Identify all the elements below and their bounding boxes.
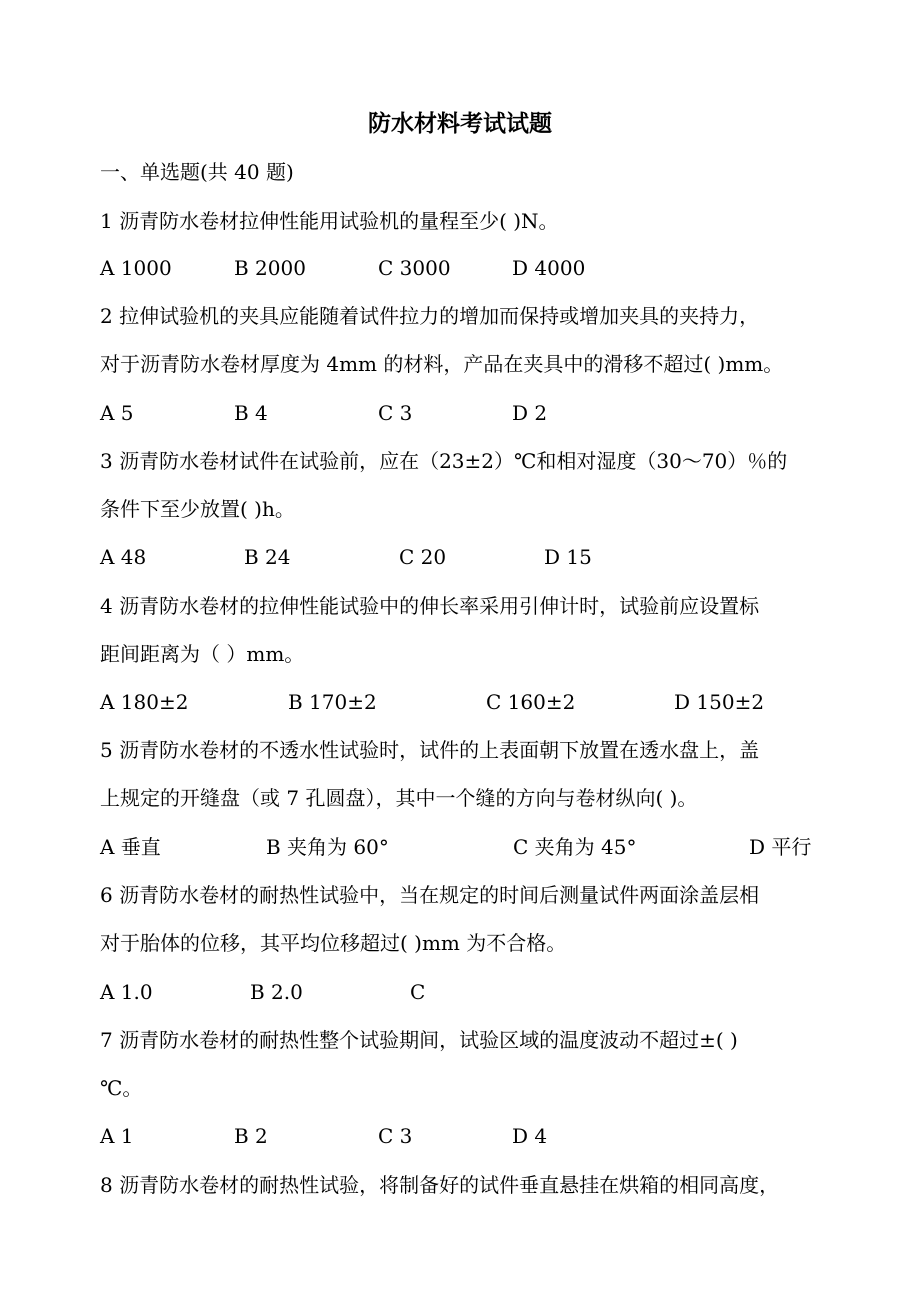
question-3-option-b: B 24: [244, 545, 291, 569]
question-5-option-d: D 平行: [749, 835, 812, 859]
question-1-option-a: A 1000: [100, 256, 172, 280]
section-heading: 一、单选题(共 40 题): [100, 160, 294, 184]
question-6-text-line-1: 6 沥青防水卷材的耐热性试验中，当在规定的时间后测量试件两面涂盖层相: [100, 883, 760, 907]
question-7-text-line-2: ℃。: [100, 1076, 143, 1100]
question-7-option-c: C 3: [378, 1124, 413, 1148]
page-title: 防水材料考试试题: [368, 110, 552, 137]
question-8-text-line-1: 8 沥青防水卷材的耐热性试验，将制备好的试件垂直悬挂在烘箱的相同高度，: [100, 1173, 780, 1197]
question-2-option-a: A 5: [100, 401, 134, 425]
question-6-option-a: A 1.0: [100, 980, 153, 1004]
question-2-option-c: C 3: [378, 401, 413, 425]
question-3-option-c: C 20: [399, 545, 447, 569]
question-5-option-c: C 夹角为 45°: [513, 835, 637, 859]
question-2-option-d: D 2: [512, 401, 548, 425]
question-7-option-b: B 2: [234, 1124, 268, 1148]
question-2-text-line-2: 对于沥青防水卷材厚度为 4mm 的材料，产品在夹具中的滑移不超过( )mm。: [100, 352, 784, 376]
question-7-text-line-1: 7 沥青防水卷材的耐热性整个试验期间，试验区域的温度波动不超过±( ): [100, 1028, 738, 1052]
question-7-option-d: D 4: [512, 1124, 548, 1148]
question-4-option-a: A 180±2: [100, 690, 189, 714]
question-1-text: 1 沥青防水卷材拉伸性能用试验机的量程至少( )N。: [100, 209, 559, 233]
question-2-option-b: B 4: [234, 401, 268, 425]
question-5-option-b: B 夹角为 60°: [266, 835, 389, 859]
question-3-text-line-1: 3 沥青防水卷材试件在试验前，应在（23±2）℃和相对湿度（30～70）％的: [100, 449, 788, 473]
question-6-option-b: B 2.0: [250, 980, 303, 1004]
question-3-text-line-2: 条件下至少放置( )h。: [100, 497, 295, 521]
question-4-option-c: C 160±2: [486, 690, 576, 714]
question-7-option-a: A 1: [100, 1124, 134, 1148]
question-5-text-line-1: 5 沥青防水卷材的不透水性试验时，试件的上表面朝下放置在透水盘上，盖: [100, 738, 760, 762]
question-1-option-d: D 4000: [512, 256, 586, 280]
question-3-option-a: A 48: [100, 545, 147, 569]
question-6-text-line-2: 对于胎体的位移，其平均位移超过( )mm 为不合格。: [100, 931, 567, 955]
question-4-text-line-1: 4 沥青防水卷材的拉伸性能试验中的伸长率采用引伸计时，试验前应设置标: [100, 594, 760, 618]
question-2-text-line-1: 2 拉伸试验机的夹具应能随着试件拉力的增加而保持或增加夹具的夹持力，: [100, 304, 760, 328]
question-4-option-b: B 170±2: [288, 690, 377, 714]
question-4-option-d: D 150±2: [674, 690, 765, 714]
question-5-text-line-2: 上规定的开缝盘（或 7 孔圆盘），其中一个缝的方向与卷材纵向( )。: [100, 786, 698, 810]
question-1-option-c: C 3000: [378, 256, 451, 280]
question-6-option-c: C: [410, 980, 426, 1004]
question-5-option-a: A 垂直: [100, 835, 161, 859]
question-3-option-d: D 15: [544, 545, 592, 569]
question-1-option-b: B 2000: [234, 256, 306, 280]
question-4-text-line-2: 距间距离为（ ）mm。: [100, 642, 305, 666]
